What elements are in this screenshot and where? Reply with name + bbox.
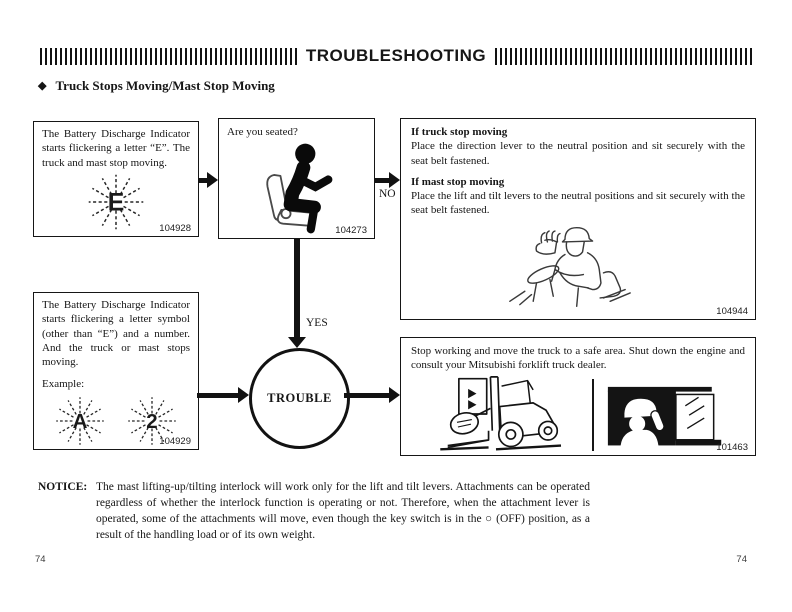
flow-arrow-e-to-seated [198,172,218,188]
forklift-illustration [431,375,580,453]
flow-arrow-trouble-to-stop [344,387,400,403]
page-title: TROUBLESHOOTING [305,46,487,65]
flow-box-stop-working [400,337,756,456]
svg-text:2: 2 [146,409,158,433]
page-number-right: 74 [736,554,747,565]
illustration-divider [592,379,594,451]
title-bars-left [40,48,297,65]
flicker-a-icon [53,394,107,448]
flow-label-no: NO [379,188,396,200]
figure-number: 104929 [159,436,191,447]
flicker-e-icon [85,171,147,233]
flow-box-seated [218,118,375,239]
mast-stop-heading: If mast stop moving [411,175,505,188]
example-label: Example: [42,378,85,391]
diamond-bullet-icon: ◆ [38,79,47,92]
figure-number: 104944 [716,306,748,317]
title-band [40,46,752,66]
title-bars-right [495,48,752,65]
svg-text:E: E [107,189,125,217]
figure-number: 104928 [159,223,191,234]
phone-call-illustration [606,385,725,453]
stop-working-illustrations [411,375,745,453]
battery-e-text: The Battery Discharge Indicator starts flickering a letter “E”. The truck and mast stop moving. [42,128,190,169]
operator-illustration [478,221,679,313]
notice-label: NOTICE: [38,481,88,493]
figure-number: 101463 [716,442,748,453]
flow-arrow-seated-yes [288,239,306,348]
truck-stop-body: Place the direction lever to the neutral position and sit securely with the seat belt fastened. [411,140,745,167]
figure-number: 104273 [335,225,367,236]
svg-text:A: A [72,409,88,433]
flow-box-battery-symbol [33,292,199,450]
stop-working-text: Stop working and move the truck to a safe area. Shut down the engine and consult your Mitsubishi forklift truck dealer. [411,345,745,372]
trouble-label: TROUBLE [267,391,332,405]
mast-stop-body: Place the lift and tilt levers to the neutral positions and sit securely with the seat belt fastened. [411,190,745,217]
notice-text: The mast lifting-up/tilting interlock will work only for the lift and tilt levers. Attachments can be operated regardless of whether the interlock function is operating or not. Therefore, when the attachment lever is operated, some of the attachments will move, even though the key switch is in the ○ (OFF) position, as a result of the handling load or of its own weight. [96,481,590,541]
seated-person-icon [246,140,347,232]
page-number-left: 74 [35,554,46,565]
notice-block [38,480,590,543]
section-heading [38,78,275,94]
seated-question: Are you seated? [227,126,298,138]
trouble-node [249,348,350,449]
flow-box-neutral-instructions [400,118,756,320]
truck-stop-heading: If truck stop moving [411,126,508,138]
flow-label-yes: YES [306,317,328,329]
flow-arrow-seated-no [375,172,400,188]
battery-symbol-text: The Battery Discharge Indicator starts flickering a letter symbol (other than “E”) and a number. And the truck or mast stops moving. [42,299,190,369]
section-title: Truck Stops Moving/Mast Stop Moving [55,78,275,93]
flow-arrow-symbol-to-trouble [197,387,249,403]
flow-box-battery-e [33,121,199,237]
